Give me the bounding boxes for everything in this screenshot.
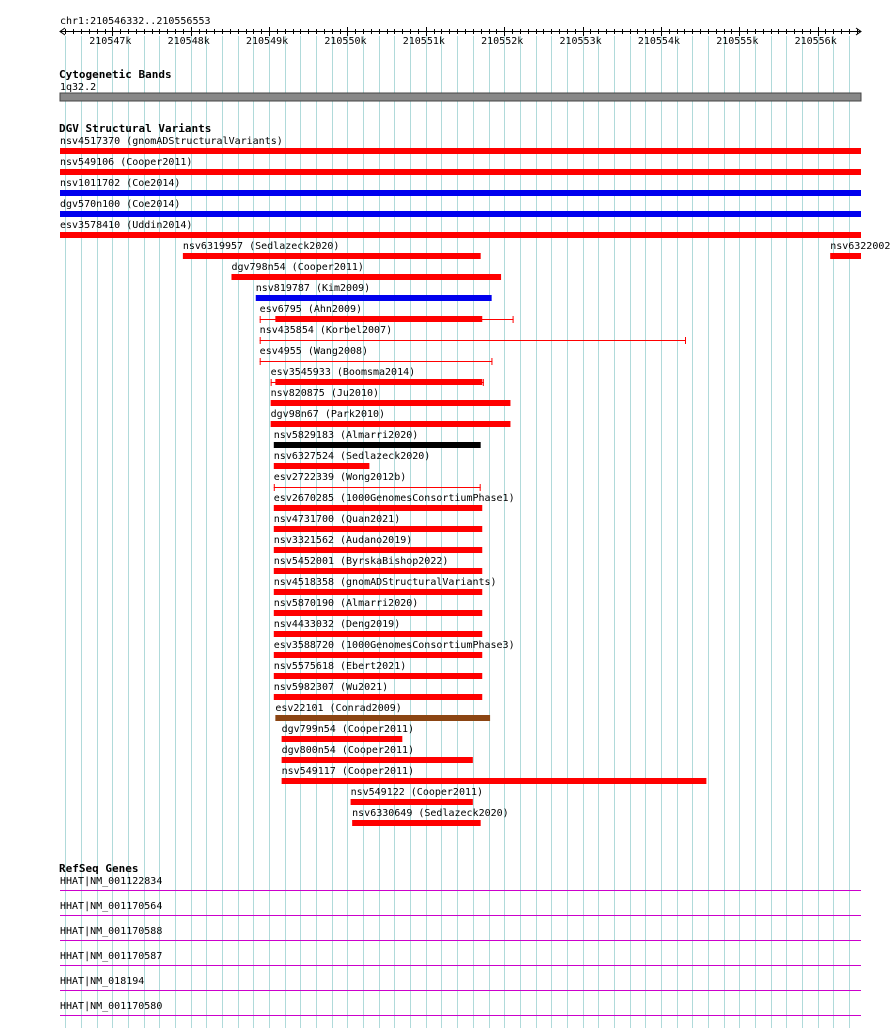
variant-bar[interactable] [274,547,482,553]
variant-bar[interactable] [282,736,403,742]
variant-feature[interactable] [274,451,431,469]
gene-label: HHAT|NM_001170580 [60,1001,163,1012]
variant-feature[interactable] [274,682,482,700]
variant-label: esv6795 (Ahn2009) [259,304,363,315]
gene-label: HHAT|NM_018194 [60,976,145,987]
variant-feature[interactable] [274,598,482,616]
variant-label: esv22101 (Conrad2009) [275,703,402,714]
variant-bar[interactable] [274,673,482,679]
ruler-axis [60,27,861,47]
variant-bar[interactable] [274,463,370,469]
cytoband-marks [60,93,861,101]
refseq-gene[interactable] [60,901,861,916]
variant-feature[interactable] [274,640,515,658]
variant-feature[interactable] [274,556,482,574]
ruler-tick-label: 210556k [794,36,837,47]
variant-label: dgv800n54 (Cooper2011) [281,745,415,756]
variant-feature[interactable] [274,661,482,679]
variant-bar[interactable] [271,421,511,427]
variant-feature[interactable] [260,304,514,323]
variant-bar[interactable] [275,715,490,721]
variant-bar[interactable] [274,589,482,595]
variant-feature[interactable] [274,577,497,595]
variant-bar[interactable] [60,211,861,217]
variant-feature[interactable] [60,157,861,175]
variant-label: nsv3321562 (Audano2019) [273,535,413,546]
variant-bar[interactable] [274,694,482,700]
variant-bar[interactable] [183,253,481,259]
refseq-gene[interactable] [60,976,861,991]
variant-label: nsv1011702 (Coe2014) [60,178,181,189]
ruler-tick-label: 210550k [324,36,367,47]
variant-label: nsv6322002 [830,241,890,252]
variant-label: nsv4517370 (gnomADStructuralVariants) [60,136,283,147]
variant-label: nsv549122 (Cooper2011) [350,787,484,798]
variant-bar[interactable] [60,232,861,238]
variant-feature[interactable] [271,388,511,406]
variant-label: esv3578410 (Uddin2014) [60,220,193,231]
variant-label: nsv5829183 (Almarri2020) [273,430,419,441]
ruler-tick-label: 210551k [402,36,445,47]
refseq-gene[interactable] [60,951,861,966]
variant-feature[interactable] [60,199,861,217]
variant-label: dgv799n54 (Cooper2011) [281,724,415,735]
ruler-tick-label: 210553k [559,36,602,47]
variant-feature[interactable] [274,472,481,491]
ruler-tick-label: 210552k [481,36,524,47]
variant-label: nsv5452001 (ByrskaBishop2022) [273,556,449,567]
variant-label: nsv820875 (Ju2010) [270,388,380,399]
gene-label: HHAT|NM_001170588 [60,926,163,937]
variant-feature[interactable] [60,220,861,238]
variant-bar[interactable] [830,253,861,259]
variant-label: nsv4518358 (gnomADStructuralVariants) [273,577,497,588]
ruler-tick-label: 210548k [167,36,210,47]
refseq-gene[interactable] [60,926,861,941]
variant-label: nsv5870190 (Almarri2020) [273,598,419,609]
variant-feature[interactable] [271,409,511,427]
cytoband-bar[interactable] [60,93,861,101]
variant-label: nsv819787 (Kim2009) [255,283,371,294]
variant-label: nsv6327524 (Sedlazeck2020) [273,451,431,462]
region-label: chr1:210546332..210556553 [60,16,211,27]
variant-label: esv2722339 (Wong2012b) [273,472,407,483]
variant-bar[interactable] [60,169,861,175]
variant-bar[interactable] [274,631,482,637]
variant-feature[interactable] [351,787,483,805]
dgv-track [59,122,890,826]
variant-feature[interactable] [282,745,473,763]
refseq-track-title: RefSeq Genes [59,862,139,875]
dgv-track-title: DGV Structural Variants [59,122,212,135]
variant-label: esv3588720 (1000GenomesConsortiumPhase3) [273,640,515,651]
variant-label: nsv4433032 (Deng2019) [273,619,401,630]
refseq-gene[interactable] [60,1001,861,1016]
variant-feature[interactable] [231,262,501,280]
dgv-features [60,136,890,826]
variant-bar[interactable] [274,652,482,658]
cytoband-track [59,68,861,101]
variant-feature[interactable] [60,178,861,196]
variant-bar[interactable] [274,526,482,532]
variant-bar[interactable] [274,442,481,448]
ruler-tick-label: 210555k [716,36,759,47]
variant-label: nsv4731700 (Quan2021) [273,514,401,525]
variant-label: nsv5982307 (Wu2021) [273,682,389,693]
variant-label: esv2670285 (1000GenomesConsortiumPhase1) [273,493,515,504]
variant-label: nsv549117 (Cooper2011) [281,766,415,777]
gene-label: HHAT|NM_001170564 [60,901,163,912]
variant-bar[interactable] [282,778,707,784]
variant-core-bar[interactable] [275,379,482,385]
ruler [60,16,861,47]
variant-label: nsv549106 (Cooper2011) [60,157,193,168]
ruler-tick-label: 210554k [637,36,681,47]
gene-label: HHAT|NM_001170587 [60,951,163,962]
ruler-tick-label: 210547k [89,36,132,47]
variant-label: nsv6330649 (Sedlazeck2020) [352,808,509,819]
variant-bar[interactable] [274,505,482,511]
variant-feature[interactable] [260,325,686,344]
variant-bar[interactable] [60,190,861,196]
variant-bar[interactable] [351,799,473,805]
variant-feature[interactable] [282,766,707,784]
variant-feature[interactable] [274,493,515,511]
gene-label: HHAT|NM_001122834 [60,876,163,887]
variant-feature[interactable] [274,535,482,553]
variant-feature[interactable] [60,136,861,154]
variant-feature[interactable] [256,283,492,301]
variant-core-bar[interactable] [275,316,482,322]
variant-label: nsv435854 (Korbel2007) [259,325,393,336]
variant-bar[interactable] [256,295,492,301]
variant-label: esv4955 (Wang2008) [259,346,369,357]
variant-bar[interactable] [60,148,861,154]
variant-bar[interactable] [274,610,482,616]
variant-feature[interactable] [183,241,481,259]
cytoband-label: 1q32.2 [60,82,97,93]
ruler-tick-label: 210549k [246,36,289,47]
refseq-genes [60,876,861,1016]
variant-bar[interactable] [352,820,481,826]
variant-feature[interactable] [830,241,890,259]
variant-feature[interactable] [282,724,414,742]
variant-label: dgv570n100 (Coe2014) [60,199,181,210]
variant-feature[interactable] [352,808,509,826]
variant-bar[interactable] [282,757,473,763]
cytoband-track-title: Cytogenetic Bands [59,68,172,81]
refseq-track [59,862,861,1016]
refseq-gene[interactable] [60,876,861,891]
variant-feature[interactable] [271,367,484,386]
variant-feature[interactable] [274,430,481,448]
variant-label: nsv6319957 (Sedlazeck2020) [182,241,340,252]
variant-label: dgv98n67 (Park2010) [270,409,386,420]
variant-label: nsv5575618 (Ebert2021) [273,661,407,672]
variant-feature[interactable] [274,514,482,532]
variant-label: dgv798n54 (Cooper2011) [231,262,364,273]
variant-bar[interactable] [274,568,482,574]
variant-label: esv3545933 (Boomsma2014) [270,367,416,378]
variant-feature[interactable] [274,619,482,637]
variant-bar[interactable] [231,274,501,280]
variant-bar[interactable] [271,400,511,406]
